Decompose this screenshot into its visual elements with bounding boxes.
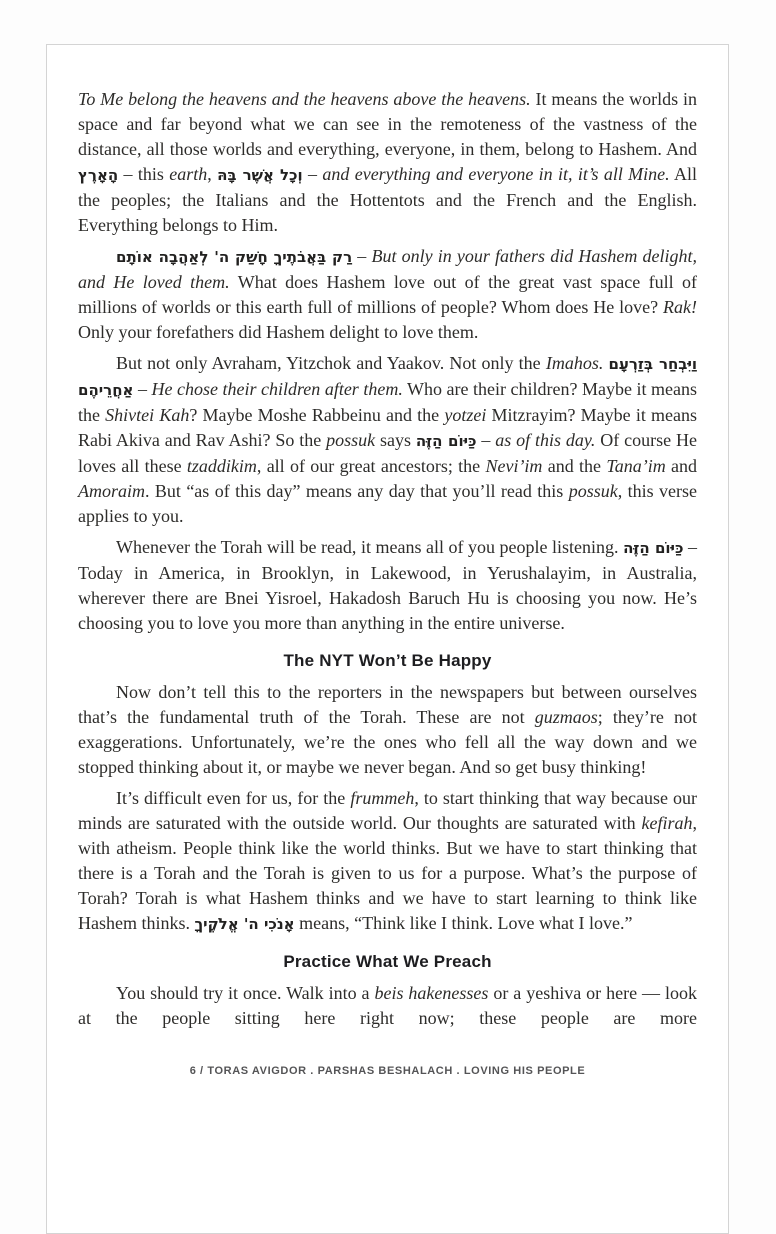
text-run: and bbox=[665, 456, 697, 476]
italic-text: But only in your fathers did Hashem delight, and He loved them. bbox=[78, 246, 697, 292]
text-run: – bbox=[476, 430, 496, 450]
text-run: – this bbox=[118, 164, 170, 184]
text-run: It’s difficult even for us, for the bbox=[116, 788, 351, 808]
text-run: , bbox=[207, 164, 218, 184]
paragraph bbox=[78, 981, 697, 1031]
text-run: , with atheism. People think like the world thinks. But we have to start thinking that there is a Torah and the Torah is given to us for a purpose. What’s the purpose of Torah? Torah is what Hashem thinks and we have to start learning to think like Hashem thinks. bbox=[78, 813, 697, 933]
text-run: says bbox=[375, 430, 416, 450]
italic-text: and everything and everyone in it, it’s all Mine. bbox=[322, 164, 670, 184]
paragraph bbox=[78, 351, 697, 529]
text-run: and the bbox=[542, 456, 607, 476]
paragraph bbox=[78, 87, 697, 238]
italic-text: yotzei bbox=[444, 405, 487, 425]
text-run: Who are their children? Maybe it means the bbox=[78, 379, 697, 425]
hebrew-phrase: כַּיּוֹם הַזֶּה bbox=[623, 539, 684, 557]
italic-text: frummeh bbox=[350, 788, 415, 808]
italic-text: Rak! bbox=[663, 297, 697, 317]
paragraph bbox=[78, 680, 697, 780]
hebrew-phrase: רַק בַּאֲבֹתֶיךָ חָשַׁק ה' לְאַהֲבָה אוֹתָם bbox=[116, 248, 353, 266]
text-run: – bbox=[133, 379, 152, 399]
italic-text: tzaddikim bbox=[186, 456, 257, 476]
paragraph bbox=[78, 535, 697, 636]
italic-text: Imahos. bbox=[545, 353, 604, 373]
document-page bbox=[46, 44, 729, 1234]
text-run: , to start thinking that way because our minds are saturated with the outside world. Our thoughts are saturated with bbox=[78, 788, 697, 833]
text-run: ; they’re not exaggerations. Unfortunately, we’re the ones who fell all the way down and we stopped thinking about it, or maybe we never began. And so get busy thinking! bbox=[78, 707, 697, 777]
text-run: , this verse applies to you. bbox=[78, 481, 698, 526]
italic-text: Amoraim bbox=[78, 481, 145, 501]
text-run: You should try it once. Walk into a bbox=[116, 983, 375, 1003]
text-run: . But “as of this day” means any day that you’ll read this bbox=[145, 481, 569, 501]
page-footer: 6 / TORAS AVIGDOR . PARSHAS BESHALACH . LOVING HIS PEOPLE bbox=[189, 1065, 586, 1077]
italic-text: possuk bbox=[326, 430, 376, 450]
text-run: – bbox=[302, 164, 323, 184]
text-run: ? Maybe Moshe Rabbeinu and the bbox=[189, 405, 445, 425]
hebrew-phrase: וְכָל אֲשֶׁר בָּהּ bbox=[217, 166, 303, 184]
text-run: Now don’t tell this to the reporters in the newspapers but between ourselves that’s the fundamental truth of the Torah. These are not bbox=[78, 682, 697, 727]
italic-text: Shivtei Kah bbox=[105, 405, 190, 425]
text-run: or a yeshiva or here — look at the people sitting here right now; these people are more bbox=[78, 983, 697, 1028]
text-run: – Today in America, in Brooklyn, in Lakewood, in Yerushalayim, in Australia, wherever there are Bnei Yisroel, Hakadosh Baruch Hu is choosing you now. He’s choosing you to love you more than anything in the entire universe. bbox=[78, 537, 697, 633]
italic-text: beis hakenesses bbox=[374, 983, 489, 1003]
text-run: Mitzrayim? Maybe it means Rabi Akiva and Rav Ashi? So the bbox=[78, 405, 697, 450]
article-body bbox=[78, 87, 697, 1031]
hebrew-phrase: אָנֹכִי ה' אֱלֹקֶיךָ bbox=[194, 915, 295, 933]
text-run: It means the worlds in space and far beyond what we can see in the remoteness of the vastness of the distance, all those worlds and everything, everyone, in them, belong to Hashem. And bbox=[78, 89, 697, 159]
text-run: Only your forefathers did Hashem delight to love them. bbox=[78, 322, 479, 342]
italic-text: He chose their children after them. bbox=[151, 379, 403, 399]
italic-text: kefirah bbox=[641, 813, 693, 833]
text-run: All the peoples; the Italians and the Hottentots and the French and the English. Everything belongs to Him. bbox=[78, 164, 698, 235]
text-run: , all of our great ancestors; the bbox=[256, 456, 486, 476]
section-heading: Practice What We Preach bbox=[283, 952, 492, 971]
text-run: Whenever the Torah will be read, it means all of you people listening. bbox=[116, 537, 624, 557]
italic-text: guzmaos bbox=[534, 707, 598, 727]
text-run: What does Hashem love out of the great vast space full of millions of worlds or this earth full of millions of people? Whom does He love? bbox=[78, 272, 697, 317]
italic-text: Nevi’im bbox=[485, 456, 543, 476]
hebrew-phrase: הָאָרֶץ bbox=[78, 166, 119, 184]
paragraph bbox=[78, 244, 697, 345]
text-run: – bbox=[352, 246, 372, 266]
italic-text: as of this day. bbox=[495, 430, 596, 450]
italic-text: possuk bbox=[568, 481, 618, 501]
text-run: means, “Think like I think. Love what I love.” bbox=[294, 913, 633, 933]
italic-text: Tana’im bbox=[606, 456, 666, 476]
text-run: But not only Avraham, Yitzchok and Yaakov. Not only the bbox=[116, 353, 546, 373]
hebrew-phrase: כַּיּוֹם הַזֶּה bbox=[415, 432, 477, 450]
section-heading: The NYT Won’t Be Happy bbox=[283, 651, 492, 670]
text-run: Of course He loves all these bbox=[78, 430, 697, 476]
paragraph bbox=[78, 786, 697, 937]
italic-text: To Me belong the heavens and the heavens above the heavens. bbox=[78, 89, 531, 109]
hebrew-phrase: וַיִּבְחַר בְּזַרְעָם אַחֲרֵיהֶם bbox=[78, 355, 698, 399]
italic-text: earth bbox=[169, 164, 208, 184]
